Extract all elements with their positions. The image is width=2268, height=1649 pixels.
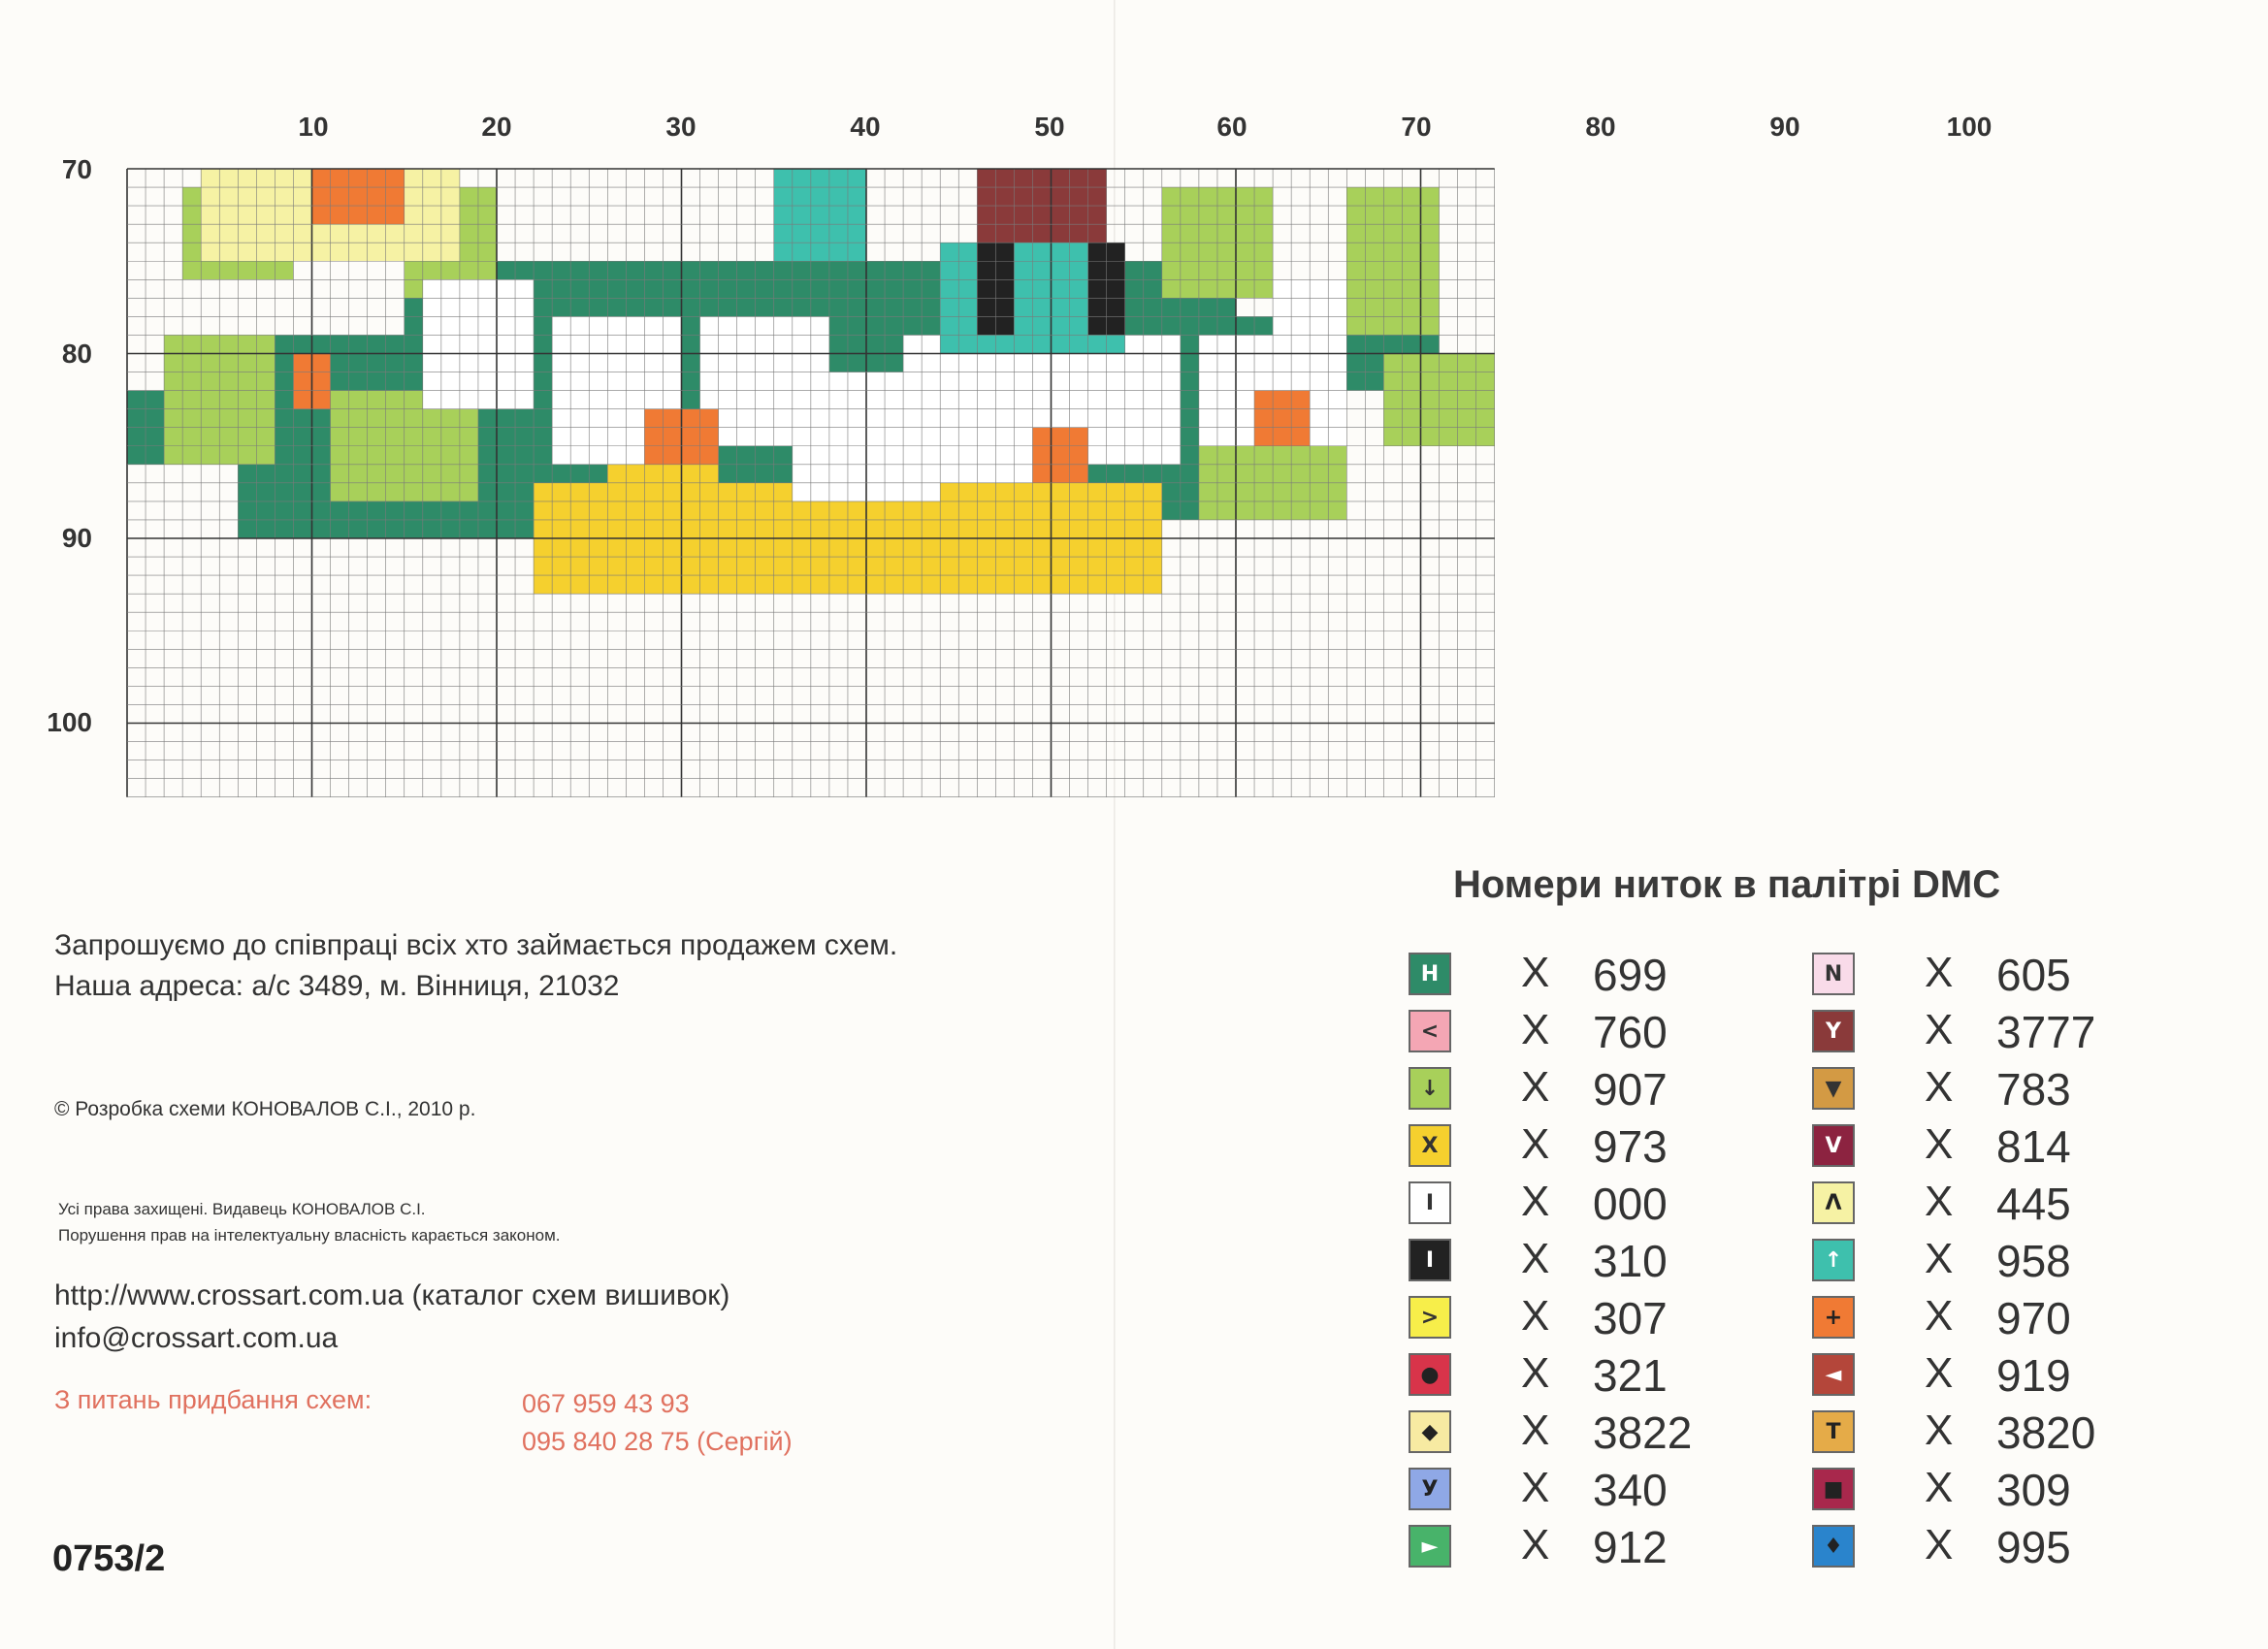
row-number-label: 80 — [61, 339, 92, 369]
thread-symbol-swatch: ► — [1409, 1525, 1451, 1568]
stitch-x-mark: X — [1521, 1349, 1550, 1397]
row-number-label: 100 — [47, 707, 92, 737]
thread-key-row — [1409, 949, 1738, 1003]
stitch-x-mark: X — [1925, 1521, 1954, 1568]
column-number-label: 80 — [1585, 112, 1616, 142]
thread-symbol-swatch: Λ — [1812, 1181, 1855, 1224]
purchase-label: З питань придбання схем: — [54, 1385, 373, 1414]
thread-symbol-swatch: X — [1409, 1124, 1451, 1167]
thread-key-row — [1409, 1235, 1738, 1289]
thread-key-row — [1812, 1120, 2142, 1175]
stitch-x-mark: X — [1925, 1120, 1954, 1168]
dmc-thread-number: 3822 — [1593, 1407, 1693, 1458]
thread-key-row — [1812, 1406, 2142, 1461]
stitch-area — [312, 169, 405, 224]
thread-key-row — [1812, 1521, 2142, 1575]
phone-list — [522, 1385, 793, 1461]
dmc-thread-number: 970 — [1996, 1293, 2071, 1343]
thread-key-row — [1409, 1292, 1738, 1346]
rights-notice — [58, 1196, 561, 1248]
thread-symbol-swatch: Y — [1812, 1010, 1855, 1052]
pattern-code: 0753/2 — [52, 1538, 166, 1579]
thread-key-row — [1409, 1063, 1738, 1117]
rights-line: Усі права захищені. Видавець КОНОВАЛОВ С.І. — [58, 1200, 426, 1218]
row-number-label: 90 — [61, 523, 92, 553]
dmc-thread-number: 919 — [1996, 1350, 2071, 1401]
dmc-thread-number: 995 — [1996, 1522, 2071, 1572]
stitch-x-mark: X — [1521, 949, 1550, 996]
dmc-thread-number: 3777 — [1996, 1007, 2096, 1057]
invitation-line: Запрошуємо до співпраці всіх хто займається продажем схем. — [54, 929, 898, 961]
stitch-x-mark: X — [1521, 1063, 1550, 1111]
stitch-x-mark: X — [1521, 1406, 1550, 1454]
column-number-label: 50 — [1034, 112, 1065, 142]
stitch-x-mark: X — [1521, 1521, 1550, 1568]
dmc-thread-number: 699 — [1593, 950, 1668, 1000]
dmc-thread-number: 907 — [1593, 1064, 1668, 1115]
thread-key-row — [1409, 1178, 1738, 1232]
column-number-label: 10 — [298, 112, 329, 142]
thread-symbol-swatch: ■ — [1812, 1468, 1855, 1510]
thread-symbol-swatch: ↑ — [1812, 1239, 1855, 1281]
thread-key-title: Номери ниток в палітрі DMC — [1453, 863, 2001, 906]
column-number-label: 30 — [665, 112, 697, 142]
stitch-x-mark: X — [1925, 1406, 1954, 1454]
stitch-x-mark: X — [1925, 1464, 1954, 1511]
dmc-thread-number: 605 — [1996, 950, 2071, 1000]
dmc-thread-number: 307 — [1593, 1293, 1668, 1343]
thread-symbol-swatch: ◄ — [1812, 1353, 1855, 1396]
thread-symbol-swatch: I — [1409, 1181, 1451, 1224]
dmc-thread-number: 3820 — [1996, 1407, 2096, 1458]
website-link[interactable]: http://www.crossart.com.ua (каталог схем вишивок) — [54, 1279, 730, 1311]
stitch-x-mark: X — [1521, 1178, 1550, 1225]
thread-symbol-swatch: У — [1409, 1468, 1451, 1510]
column-number-label: 90 — [1769, 112, 1800, 142]
column-number-label: 20 — [481, 112, 512, 142]
thread-symbol-swatch: + — [1812, 1296, 1855, 1339]
thread-symbol-swatch: N — [1812, 953, 1855, 995]
thread-key-row — [1812, 949, 2142, 1003]
dmc-thread-number: 445 — [1996, 1179, 2071, 1229]
stitch-area — [1032, 428, 1087, 483]
thread-key-row — [1812, 1349, 2142, 1404]
thread-symbol-swatch: ▼ — [1812, 1067, 1855, 1110]
stitch-x-mark: X — [1521, 1235, 1550, 1282]
email-link[interactable]: info@crossart.com.ua — [54, 1321, 339, 1354]
invitation-text — [54, 925, 897, 1007]
stitch-area — [1254, 391, 1310, 446]
phone-number: 095 840 28 75 (Сергій) — [522, 1427, 793, 1457]
dmc-thread-number: 000 — [1593, 1179, 1668, 1229]
thread-symbol-swatch: ◆ — [1409, 1410, 1451, 1453]
rights-line: Порушення прав на інтелектуальну власність карається законом. — [58, 1226, 561, 1245]
copyright-notice: © Розробка схеми КОНОВАЛОВ С.І., 2010 р. — [54, 1098, 476, 1120]
dmc-thread-number: 309 — [1996, 1465, 2071, 1515]
stitch-area — [774, 169, 866, 261]
stitch-x-mark: X — [1925, 1235, 1954, 1282]
stitch-x-mark: X — [1925, 1063, 1954, 1111]
stitch-x-mark: X — [1925, 1292, 1954, 1340]
stitch-x-mark: X — [1925, 1006, 1954, 1053]
thread-symbol-swatch: > — [1409, 1296, 1451, 1339]
column-number-label: 100 — [1946, 112, 1993, 142]
thread-key-row — [1812, 1235, 2142, 1289]
stitch-x-mark: X — [1521, 1006, 1550, 1053]
row-number-label: 70 — [61, 154, 92, 184]
dmc-thread-number: 814 — [1996, 1121, 2071, 1172]
dmc-thread-number: 760 — [1593, 1007, 1668, 1057]
thread-key-row — [1812, 1292, 2142, 1346]
dmc-thread-number: 783 — [1996, 1064, 2071, 1115]
thread-symbol-swatch: ● — [1409, 1353, 1451, 1396]
column-number-label: 70 — [1401, 112, 1432, 142]
thread-symbol-swatch: ♦ — [1812, 1525, 1855, 1568]
thread-key-row — [1409, 1521, 1738, 1575]
stitch-x-mark: X — [1521, 1120, 1550, 1168]
thread-symbol-swatch: H — [1409, 953, 1451, 995]
contact-block — [54, 1275, 729, 1359]
dmc-thread-number: 912 — [1593, 1522, 1668, 1572]
dmc-thread-number: 958 — [1996, 1236, 2071, 1286]
phone-number: 067 959 43 93 — [522, 1389, 690, 1418]
column-number-label: 40 — [850, 112, 881, 142]
thread-key-row — [1409, 1464, 1738, 1518]
thread-key-row — [1812, 1006, 2142, 1060]
dmc-thread-number: 973 — [1593, 1121, 1668, 1172]
thread-symbol-swatch: I — [1409, 1239, 1451, 1281]
thread-key-row — [1812, 1464, 2142, 1518]
stitch-x-mark: X — [1925, 1178, 1954, 1225]
stitch-x-mark: X — [1925, 949, 1954, 996]
thread-key-row — [1812, 1178, 2142, 1232]
stitch-x-mark: X — [1925, 1349, 1954, 1397]
thread-symbol-swatch: < — [1409, 1010, 1451, 1052]
column-number-label: 60 — [1216, 112, 1247, 142]
thread-symbol-swatch: V — [1812, 1124, 1855, 1167]
thread-key-row — [1812, 1063, 2142, 1117]
thread-key-row — [1409, 1120, 1738, 1175]
thread-key-row — [1409, 1406, 1738, 1461]
thread-symbol-swatch: ↓ — [1409, 1067, 1451, 1110]
thread-key-row — [1409, 1349, 1738, 1404]
address-line: Наша адреса: а/с 3489, м. Вінниця, 21032 — [54, 970, 620, 1002]
stitch-x-mark: X — [1521, 1292, 1550, 1340]
dmc-thread-number: 310 — [1593, 1236, 1668, 1286]
thread-symbol-swatch: T — [1812, 1410, 1855, 1453]
stitch-x-mark: X — [1521, 1464, 1550, 1511]
thread-key-row — [1409, 1006, 1738, 1060]
dmc-thread-number: 340 — [1593, 1465, 1668, 1515]
dmc-thread-number: 321 — [1593, 1350, 1668, 1401]
